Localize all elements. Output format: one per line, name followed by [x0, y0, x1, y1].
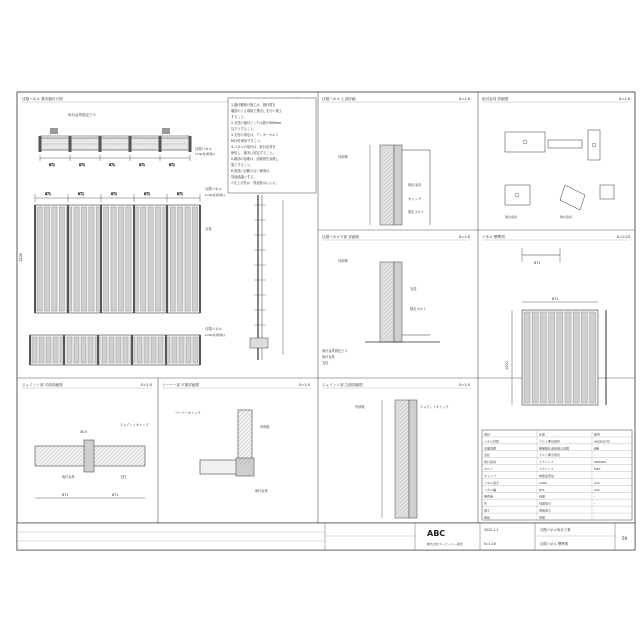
- lower-label-wall: 内部壁: [338, 259, 348, 263]
- spec-cell: -: [594, 494, 596, 499]
- panel-scale: S=1:5: [458, 235, 470, 239]
- dim-label: 871: [169, 163, 176, 167]
- spec-cell: 保証: [484, 515, 491, 520]
- tb-drawing: 目隠パネル 標準図: [540, 542, 569, 546]
- corner-label-bracket: 取付金具: [255, 489, 268, 493]
- note-line: 別途協議とする。: [231, 175, 257, 179]
- bracket-detail: [505, 130, 614, 219]
- bracket-label-b: 取付金具: [560, 215, 573, 219]
- joint-dim-a: 871: [62, 493, 69, 497]
- panel-title: 目隠パネル下部 詳細図: [322, 235, 360, 239]
- spec-cell: -: [594, 501, 596, 506]
- upper-label-bracket: 取付金具: [408, 183, 422, 187]
- elev-support: 支柱: [205, 227, 212, 231]
- spec-cell: 項目: [484, 432, 491, 437]
- elev-dim-label: 871: [78, 192, 85, 196]
- note-line: 4.パネルの取付は、取付金具を: [231, 145, 276, 149]
- panel-width-top: 871: [534, 261, 541, 265]
- note-line: M10を使用すること。: [231, 139, 264, 143]
- dim-label: 871: [49, 163, 56, 167]
- note-line: 確認のうえ現地で墨出しを行い施工: [231, 109, 282, 113]
- elev-label: 目隠パネル: [205, 187, 222, 191]
- panel-standard: [505, 248, 606, 405]
- spec-table: [482, 430, 632, 520]
- spec-cell: パネル材質: [484, 439, 500, 444]
- spec-cell: 施工: [484, 508, 491, 513]
- note-line: 以下とすること。: [231, 127, 257, 131]
- spec-cell: 備考: [594, 432, 601, 437]
- spec-cell: 別途: [539, 515, 546, 520]
- note-line: 3.支柱の固定は、アンカーボルト: [231, 133, 279, 137]
- joint-elevation: [355, 400, 449, 518]
- panel-scale: S=1:5: [618, 97, 630, 101]
- note-line: 7.仕上げ色は、別途指示による。: [231, 181, 279, 185]
- bracket-label-a: 取付金具: [505, 215, 518, 219]
- joint-label-cap: ジョイントキャップ: [120, 423, 149, 427]
- elev-dim-label: 871: [177, 192, 184, 196]
- bottom-label: 目隠パネル: [205, 327, 222, 331]
- upper-label-bolt: 固定ボルト: [408, 210, 425, 214]
- jel-label-cap: ジョイントキャップ: [420, 405, 449, 409]
- panel-scale: S=1:5: [458, 383, 470, 387]
- panel-width: 871: [552, 297, 559, 301]
- note-line: 1.割付範囲の施工は、割付図を: [231, 103, 276, 107]
- spec-cell: 別途: [539, 494, 546, 499]
- panel-title: ジョイント部 平面詳細図: [22, 383, 63, 387]
- panel-scale: S=1:5: [298, 383, 310, 387]
- spec-cell: SUS304: [594, 460, 606, 465]
- spec-cell: ボルト: [484, 467, 494, 472]
- tb-number: 59: [622, 536, 628, 541]
- spec-cell: 樹脂成形品: [539, 473, 555, 478]
- note-line: すること。: [231, 115, 247, 119]
- label-top: 取付金具固定ビス: [68, 113, 96, 117]
- spec-cell: 支柱: [484, 453, 491, 458]
- note-line: 6.図面に記載のない事項は、: [231, 169, 273, 173]
- spec-cell: mm: [594, 480, 600, 485]
- spec-cell: アルミ押出形材: [539, 439, 560, 444]
- note-line: 施工すること。: [231, 163, 254, 167]
- spec-cell: 色: [484, 501, 488, 506]
- panel-title: ジョイント部 立面詳細図: [322, 383, 363, 387]
- spec-cell: B種: [594, 446, 600, 451]
- spec-cell: 別途指示: [539, 501, 552, 506]
- corner-plan: [175, 410, 270, 493]
- panel-title: パネル 標準図: [482, 235, 505, 239]
- lower-note: 取付金具: [322, 355, 335, 359]
- panel-height: 1200: [505, 361, 509, 370]
- spec-cell: 陽極酸化塗装複合皮膜: [539, 446, 570, 451]
- spec-cell: パネル幅: [484, 487, 497, 492]
- upper-detail: [338, 145, 430, 225]
- spec-cell: -: [594, 515, 596, 520]
- bottom-label-note: L=SL系(特別-): [205, 333, 226, 337]
- lower-label-bolt: 固定ボルト: [410, 307, 427, 311]
- panel-scale: S=1:5: [140, 383, 152, 387]
- upper-label-cap: キャップ: [408, 197, 422, 201]
- title-block: [17, 523, 635, 550]
- note-line: 2.支柱の割付ピッチは最大900mm: [231, 121, 282, 125]
- dim-label: 871: [139, 163, 146, 167]
- spec-cell: ステンレス: [539, 460, 554, 465]
- lower-note: 取付金具固定ビス: [322, 349, 348, 353]
- company-name: 株式会社エービーシー商会: [427, 542, 463, 546]
- panel-title: 目隠パネル 基本割付け図: [22, 97, 63, 101]
- upper-label-wall: 内部壁: [338, 155, 348, 159]
- spec-cell: 風荷重: [484, 494, 494, 499]
- notes-box: [228, 98, 316, 193]
- spec-cell: 仕様: [539, 432, 546, 437]
- elev-label-note: L=SL系(特別-): [205, 193, 226, 197]
- spec-cell: 871: [539, 487, 545, 492]
- spec-cell: -: [594, 473, 596, 478]
- tb-date: 2015.1.1: [484, 528, 499, 532]
- elev-dim-label: 871: [45, 192, 52, 196]
- spec-cell: mm: [594, 487, 600, 492]
- spec-cell: 取付金具: [484, 460, 497, 465]
- panel-title: 目隠パネル 上部詳細: [322, 97, 356, 101]
- joint-label-support: 支柱: [120, 475, 127, 479]
- elev-dim-label: 871: [111, 192, 118, 196]
- spec-cell: ステンレス: [539, 467, 554, 472]
- spec-cell: A6063S-T5: [594, 439, 611, 444]
- spec-cell: キャップ: [484, 473, 497, 478]
- jel-label-wall: 内部壁: [355, 405, 365, 409]
- lower-detail: [322, 258, 440, 365]
- corner-label-cap: コーナーキャップ: [175, 411, 201, 415]
- joint-dim-b: 871: [112, 493, 119, 497]
- company-logo: ABC: [427, 529, 446, 538]
- elev-height: 1200: [19, 253, 23, 262]
- tb-project: 目隠パネル取付工事: [540, 528, 571, 532]
- tb-scale: S=1:20: [484, 542, 496, 546]
- corner-label-wall: 内部壁: [260, 425, 270, 429]
- label-panel-note: L=SL系(特別-): [195, 152, 216, 156]
- joint-label-bracket: 取付金具: [62, 475, 75, 479]
- note-line: 使用し、確実に固定すること。: [231, 151, 276, 155]
- spec-cell: アルミ押出形材: [539, 453, 560, 458]
- panel-scale: S=1:20: [616, 235, 630, 239]
- panel-title: 取付金具 詳細図: [482, 97, 509, 101]
- spec-cell: -: [594, 508, 596, 513]
- panel-scale: S=1:5: [458, 97, 470, 101]
- spec-cell: M10: [594, 467, 601, 472]
- dim-label: 871: [109, 163, 116, 167]
- joint-plan: [35, 422, 149, 498]
- spec-cell: 表面処理: [484, 446, 497, 451]
- dim-label: 871: [79, 163, 86, 167]
- spec-cell: パネル高さ: [484, 480, 500, 485]
- label-panel-plan: 目隠パネル: [195, 147, 212, 151]
- panel-title: コーナー部 平面詳細図: [162, 383, 200, 387]
- lower-note: 支柱: [322, 361, 329, 365]
- lower-label-support: 支柱: [410, 287, 417, 291]
- joint-dim-gap: 30.5: [80, 430, 88, 434]
- spec-cell: 1200: [539, 480, 547, 485]
- elev-dim-label: 871: [144, 192, 151, 196]
- note-line: 5.端部の処理は、詳細図を参照し: [231, 157, 279, 161]
- spec-cell: -: [594, 453, 596, 458]
- spec-cell: 現地施工: [539, 508, 552, 513]
